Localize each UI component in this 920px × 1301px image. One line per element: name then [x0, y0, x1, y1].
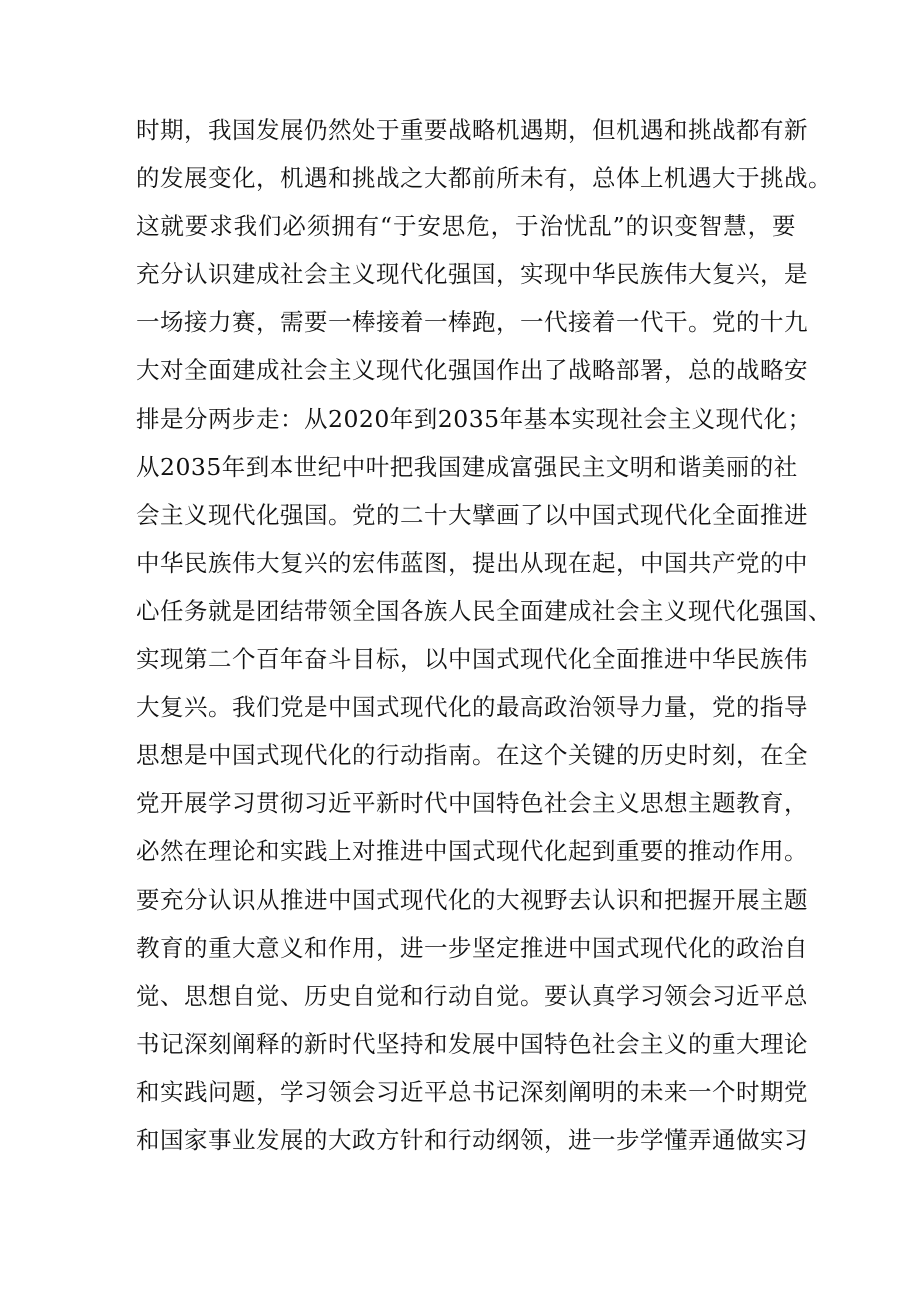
text-line-22: 和国家事业发展的大政方针和行动纲领，进一步学懂弄通做实习: [136, 1125, 808, 1154]
text-line-5: 一场接力赛，需要一棒接着一棒跑，一代接着一代干。党的十九: [136, 308, 808, 337]
text-line-13: 大复兴。我们党是中国式现代化的最高政治领导力量，党的指导: [136, 693, 808, 722]
text-line-16: 必然在理论和实践上对推进中国式现代化起到重要的推动作用。: [136, 837, 808, 866]
text-line-6: 大对全面建成社会主义现代化强国作出了战略部署，总的战略安: [136, 356, 808, 385]
text-line-7: 排是分两步走：从2020年到2035年基本实现社会主义现代化；: [136, 404, 812, 433]
text-line-9: 会主义现代化强国。党的二十大擘画了以中国式现代化全面推进: [136, 500, 808, 529]
text-line-2: 的发展变化，机遇和挑战之大都前所未有，总体上机遇大于挑战。: [136, 164, 832, 193]
text-line-21: 和实践问题，学习领会习近平总书记深刻阐明的未来一个时期党: [136, 1077, 808, 1106]
text-line-14: 思想是中国式现代化的行动指南。在这个关键的历史时刻，在全: [136, 741, 808, 770]
text-line-12: 实现第二个百年奋斗目标，以中国式现代化全面推进中华民族伟: [136, 645, 808, 674]
text-line-18: 教育的重大意义和作用，进一步坚定推进中国式现代化的政治自: [136, 933, 808, 962]
body-text: [136, 106, 832, 1164]
text-line-8: 从2035年到本世纪中叶把我国建成富强民主文明和谐美丽的社: [136, 452, 798, 481]
text-line-19: 觉、思想自觉、历史自觉和行动自觉。要认真学习领会习近平总: [136, 981, 808, 1010]
text-line-15: 党开展学习贯彻习近平新时代中国特色社会主义思想主题教育，: [136, 789, 808, 818]
text-line-20: 书记深刻阐释的新时代坚持和发展中国特色社会主义的重大理论: [136, 1029, 808, 1058]
text-line-11: 心任务就是团结带领全国各族人民全面建成社会主义现代化强国、: [136, 596, 832, 625]
text-line-3: 这就要求我们必须拥有“于安思危，于治忧乱”的识变智慧，要: [136, 212, 796, 241]
text-line-17: 要充分认识从推进中国式现代化的大视野去认识和把握开展主题: [136, 885, 808, 914]
text-line-10: 中华民族伟大复兴的宏伟蓝图，提出从现在起，中国共产党的中: [136, 548, 808, 577]
text-line-4: 充分认识建成社会主义现代化强国，实现中华民族伟大复兴，是: [136, 260, 808, 289]
text-line-1: 时期，我国发展仍然处于重要战略机遇期，但机遇和挑战都有新: [136, 116, 808, 144]
